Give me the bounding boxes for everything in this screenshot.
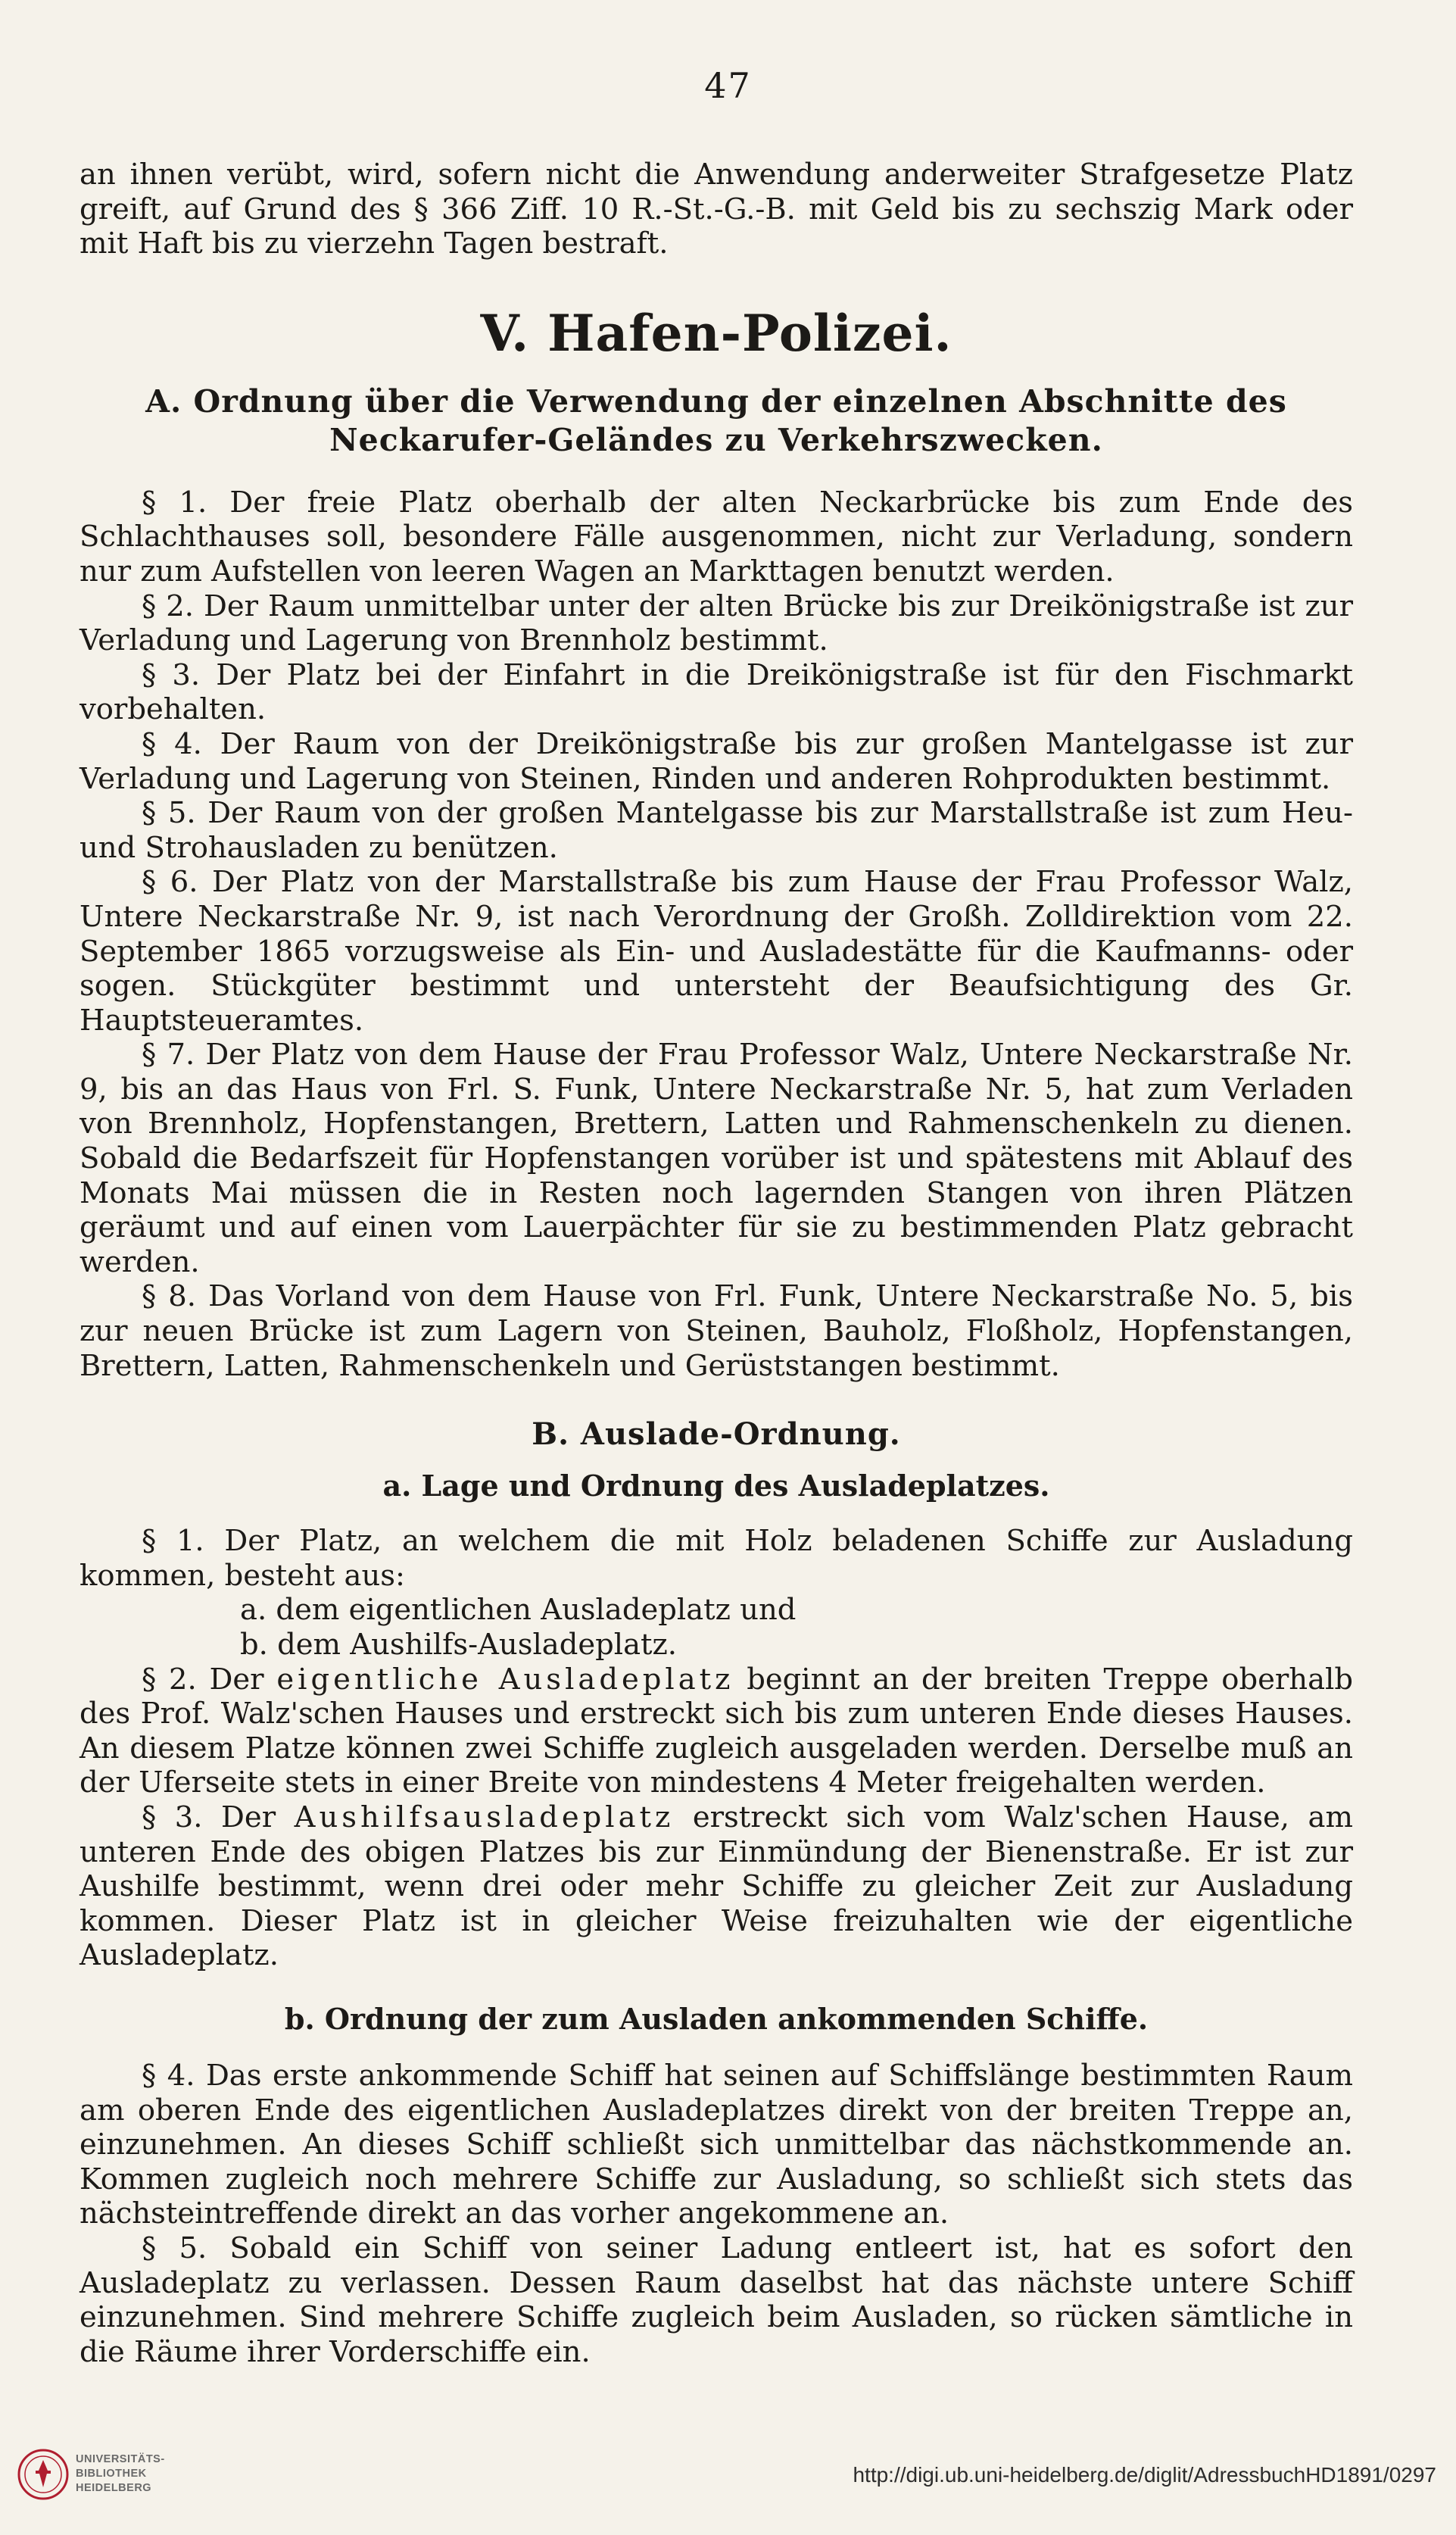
ausladeplatz-paragraph-3 [80, 1800, 1353, 1973]
paragraph-4: § 4. Der Raum von der Dreikönigstraße bis zur großen Mantelgasse ist zur Verladung und Lagerung von Steinen, Rinden und anderen Rohprodukten bestimmt. [80, 726, 1353, 796]
emphasized-term: Aushilfsausladeplatz [294, 1800, 675, 1834]
library-name-line: BIBLIOTHEK [76, 2468, 147, 2480]
paragraph-7: § 7. Der Platz von dem Hause der Frau Professor Walz, Untere Neckarstraße Nr. 9, bis an das Haus von Frl. S. Funk, Untere Neckarstraße Nr. 5, hat zum Verladen von Brennholz, Hopfenstangen, Brettern, Latten und Rahmenschenkeln zu dienen. Sobald die Bedarfszeit für Hopfenstangen vorüber ist und spätestens mit Ablauf des Monats Mai müssen die in Resten noch lagernden Stangen von ihren Plätzen geräumt und auf einen vom Lauerpächter für sie zu bestimmenden Platz gebracht werden. [80, 1038, 1353, 1279]
page-content [80, 158, 1353, 2369]
ausladeplatz-paragraph-1: § 1. Der Platz, an welchem die mit Holz beladenen Schiffe zur Ausladung kommen, besteht aus: [80, 1524, 1353, 1593]
paragraph-6: § 6. Der Platz von der Marstallstraße bis zum Hause der Frau Professor Walz, Untere Neckarstraße Nr. 9, ist nach Verordnung der Großh. Zolldirektion vom 22. September 1865 vorzugsweise als Ein- und Ausladestätte für die Kaufmanns- oder sogen. Stückgüter bestimmt und untersteht der Beaufsichtigung des Gr. Hauptsteueramtes. [80, 865, 1353, 1038]
part-b-title: B. Auslade-Ordnung. [532, 1416, 901, 1453]
paragraph-8: § 8. Das Vorland von dem Hause von Frl. Funk, Untere Neckarstraße No. 5, bis zur neuen Brücke ist zum Lagern von Steinen, Bauholz, Floßholz, Hopfenstangen, Brettern, Latten, Rahmenschenkeln und Gerüststangen bestimmt. [80, 1279, 1353, 1383]
ausladeplatz-list [80, 1593, 1353, 1662]
list-item: b. dem Aushilfs-Ausladeplatz. [240, 1628, 678, 1662]
library-name-line: HEIDELBERG [76, 2482, 152, 2494]
source-url-link[interactable]: http://digi.ub.uni-heidelberg.de/diglit/AdressbuchHD1891/0297 [853, 2463, 1436, 2487]
ausladeplatz-paragraph-2 [80, 1662, 1353, 1800]
intro-paragraph: an ihnen verübt, wird, sofern nicht die Anwendung anderweiter Strafgesetze Platz greift, auf Grund des § 366 Ziff. 10 R.-St.-G.-B. mit Geld bis zu sechszig Mark oder mit Haft bis zu vierzehn Tagen bestraft. [80, 158, 1353, 261]
paragraph-5: § 5. Der Raum von der großen Mantelgasse bis zur Marstallstraße ist zum Heu- und Strohausladen zu benützen. [80, 796, 1353, 865]
part-b-a-title: a. Lage und Ordnung des Ausladeplatzes. [382, 1469, 1050, 1503]
page-number: 47 [704, 65, 752, 106]
part-b-b-title: b. Ordnung der zum Ausladen ankommenden Schiffe. [284, 2001, 1149, 2036]
university-seal-icon [17, 2448, 70, 2501]
paragraph-rest: beginnt an der breiten Treppe oberhalb des Prof. Walz'schen Hauses und erstreckt sich bis zum unteren Ende dieses Hauses. An diesem Platze können zwei Schiffe zugleich ausgeladen werden. Derselbe muß an der Uferseite stets in einer Breite von mindestens 4 Meter freigehalten werden. [80, 1662, 1353, 1800]
paragraph-lead: § 2. Der [142, 1662, 277, 1697]
list-item: a. dem eigentlichen Ausladeplatz und [240, 1593, 797, 1628]
schiffe-paragraph-4: § 4. Das erste ankommende Schiff hat seinen auf Schiffslänge bestimmten Raum am oberen Ende des eigentlichen Ausladeplatzes direkt von der breiten Treppe an, einzunehmen. An dieses Schiff schließt sich unmittelbar das nächstkommende an. Kommen zugleich noch mehrere Schiffe zur Ausladung, so schließt sich stets das nächsteintreffende direkt an das vorher angekommene an. [80, 2058, 1353, 2231]
emphasized-term: eigentliche Ausladeplatz [276, 1662, 734, 1697]
section-title: V. Hafen-Polizei. [480, 303, 952, 363]
paragraph-rest: erstreckt sich vom Walz'schen Hause, am unteren Ende des obigen Platzes bis zur Einmündung der Bienenstraße. Er ist zur Aushilfe bestimmt, wenn drei oder mehr Schiffe zu gleicher Zeit zur Ausladung kommen. Dieser Platz ist in gleicher Weise freizuhalten wie der eigentliche Ausladeplatz. [80, 1800, 1353, 1973]
footer [0, 2448, 1456, 2531]
paragraph-lead: § 3. Der [142, 1800, 295, 1834]
schiffe-paragraph-5: § 5. Sobald ein Schiff von seiner Ladung entleert ist, hat es sofort den Ausladeplatz zu verlassen. Dessen Raum daselbst hat das nächste untere Schiff einzunehmen. Sind mehrere Schiffe zugleich beim Ausladen, so rücken sämtliche in die Räume ihrer Vorderschiffe ein. [80, 2231, 1353, 2369]
paragraph-1: § 1. Der freie Platz oberhalb der alten Neckarbrücke bis zum Ende des Schlachthauses soll, besondere Fälle ausgenommen, nicht zur Verladung, sondern nur zum Aufstellen von leeren Wagen an Markttagen benutzt werden. [80, 485, 1353, 588]
library-name-line: UNIVERSITÄTS- [76, 2453, 165, 2465]
paragraph-3: § 3. Der Platz bei der Einfahrt in die Dreikönigstraße ist für den Fischmarkt vorbehalten. [80, 657, 1353, 727]
part-a-title: A. Ordnung über die Verwendung der einzelnen Abschnitte des Neckarufer-Geländes zu Verkehrszwecken. [145, 382, 1287, 458]
paragraph-2: § 2. Der Raum unmittelbar unter der alten Brücke bis zur Dreikönigstraße ist zur Verladung und Lagerung von Brennholz bestimmt. [80, 588, 1353, 658]
library-name [76, 2452, 165, 2496]
